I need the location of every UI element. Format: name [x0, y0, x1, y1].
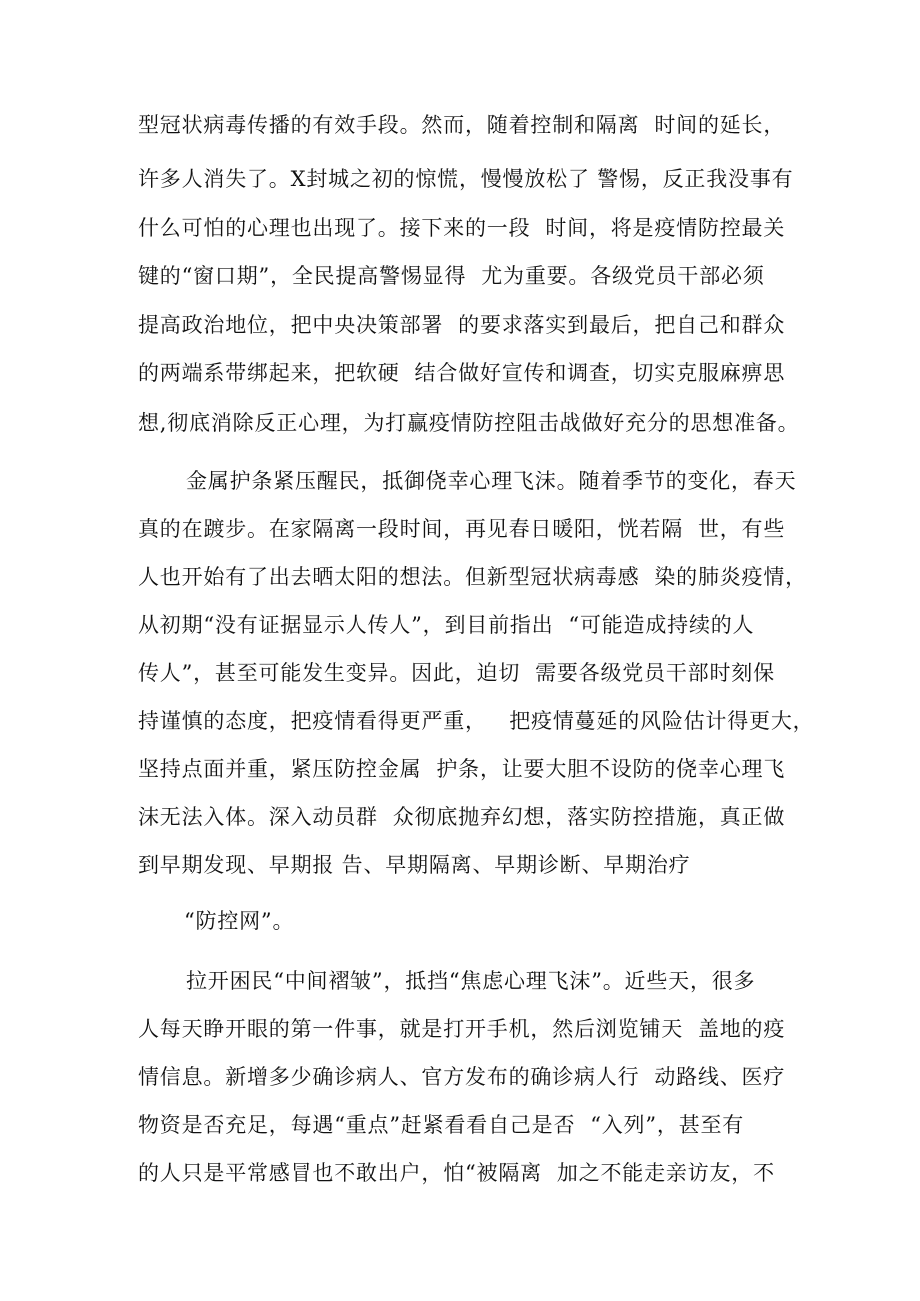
text-line: 许多人消失了。X封城之初的惊慌，慢慢放松了 警惕，反正我没事有: [138, 167, 794, 191]
text-line: “防控网”。: [184, 909, 295, 933]
text-line: 金属护条紧压醒民，抵御侥幸心理飞沫。随着季节的变化，春天: [186, 469, 797, 493]
text-line: 型冠状病毒传播的有效手段。然而，随着控制和隔离 时间的延长，: [138, 113, 786, 137]
text-line: 键的“窗口期”，全民提高警惕显得 尤为重要。各级党员干部必须: [138, 264, 765, 288]
text-line: 坚持点面并重，紧压防控金属 护条，让要大胆不设防的侥幸心理飞: [138, 757, 786, 781]
text-line: 到早期发现、早期报 告、早期隔离、早期诊断、早期治疗: [138, 853, 691, 877]
text-line: 什么可怕的心理也出现了。接下来的一段 时间，将是疫情防控最关: [138, 216, 786, 240]
text-line: 真的在踱步。在家隔离一段时间，再见春日暖阳，恍若隔 世，有些: [138, 517, 786, 541]
text-line: 的人只是平常感冒也不敢出户，怕“被隔离 加之不能走亲访友，不: [138, 1161, 775, 1185]
text-line: 情信息。新增多少确诊病人、官方发布的确诊病人行 动路线、医疗: [138, 1065, 786, 1089]
text-line: 想,彻底消除反正心理，为打赢疫情防控阻击战做好充分的思想准备。: [138, 411, 800, 435]
text-line: 的两端系带绑起来，把软硬 结合做好宣传和调查，切实克服麻痹思: [138, 361, 786, 385]
text-line: 人也开始有了出去晒太阳的想法。但新型冠状病毒感 染的肺炎疫情，: [138, 565, 807, 589]
text-line: 持谨慎的态度，把疫情看得更严重， 把疫情蔓延的风险估计得更大，: [138, 709, 815, 733]
text-line: 拉开困民“中间褶皱”，抵挡“焦虑心理飞沫”。近些天，很多: [186, 969, 756, 993]
text-line: 提高政治地位，把中央决策部署 的要求落实到最后，把自己和群众: [138, 313, 786, 337]
text-line: 人每天睁开眼的第一件事，就是打开手机，然后浏览铺天 盖地的疫: [138, 1017, 786, 1041]
text-line: 沫无法入体。深入动员群 众彻底抛弃幻想，落实防控措施，真正做: [138, 805, 786, 829]
text-line: 传人”，甚至可能发生变异。因此，迫切 需要各级党员干部时刻保: [138, 661, 775, 685]
text-line: 物资是否充足，每遇“重点”赶紧看看自己是否 “入列”，甚至有: [138, 1113, 745, 1137]
text-line: 从初期“没有证据显示人传人”，到目前指出 “可能造成持续的人: [138, 613, 755, 637]
